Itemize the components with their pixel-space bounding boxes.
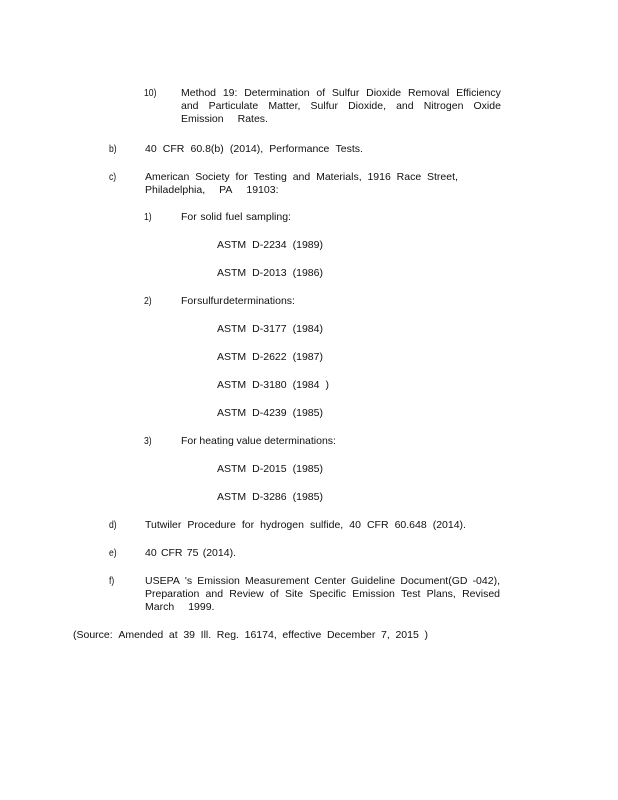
- standard-item: [217, 491, 323, 504]
- word: PA: [219, 184, 233, 196]
- word: 1999.: [188, 601, 215, 613]
- word: (2014),: [229, 143, 264, 155]
- word: D-3177: [252, 323, 287, 335]
- word: Efficiency: [456, 87, 501, 99]
- word: Ill.: [200, 629, 212, 641]
- word: Specific: [309, 588, 347, 600]
- word: Review: [229, 588, 264, 600]
- word: For: [181, 211, 197, 223]
- word: Particulate: [208, 100, 259, 112]
- word: Emission: [352, 588, 395, 600]
- word: 60.648: [394, 519, 427, 531]
- word: 40: [145, 143, 157, 155]
- sub-1-label: 1): [144, 211, 152, 223]
- word: 2015: [395, 629, 419, 641]
- word: determinations:: [223, 295, 295, 307]
- word: 75: [186, 547, 199, 559]
- word: Emission: [181, 113, 224, 125]
- word: Philadelphia,: [145, 184, 206, 196]
- item-f-text: [145, 575, 500, 614]
- word: 's: [184, 575, 193, 587]
- item-10-text: [181, 87, 501, 126]
- item-b-label: b): [109, 143, 117, 155]
- word: sulfur: [197, 295, 223, 307]
- word: ASTM: [217, 323, 247, 335]
- word: (1986): [292, 267, 323, 279]
- word: Race: [396, 171, 422, 183]
- word: 1916: [367, 171, 391, 183]
- word: and: [396, 100, 414, 112]
- word: heating: [199, 435, 234, 447]
- item-f-line: [145, 575, 500, 588]
- word: (1985): [292, 463, 323, 475]
- item-c-label: c): [109, 171, 117, 183]
- word: (2014).: [202, 547, 236, 559]
- word: Testing: [253, 171, 287, 183]
- item-d-text: [145, 519, 466, 532]
- word: CFR: [160, 547, 183, 559]
- item-10-line: [181, 100, 501, 113]
- word: Measurement: [244, 575, 310, 587]
- word: 39: [183, 629, 196, 641]
- word: Dioxide,: [348, 100, 386, 112]
- word: and: [292, 171, 311, 183]
- word: ASTM: [217, 267, 247, 279]
- word: ): [424, 629, 428, 641]
- word: Reg.: [216, 629, 239, 641]
- source-note: [73, 629, 428, 642]
- word: ASTM: [217, 463, 247, 475]
- word: For: [181, 435, 197, 447]
- word: American: [145, 171, 190, 183]
- word: Preparation: [145, 588, 200, 600]
- word: effective: [282, 629, 322, 641]
- word: ASTM: [217, 491, 247, 503]
- word: Determination: [244, 87, 310, 99]
- word: 40: [145, 547, 157, 559]
- word: value: [236, 435, 262, 447]
- item-d-line: [145, 519, 466, 532]
- item-c-line: [145, 171, 458, 184]
- sub-3-label: 3): [144, 435, 152, 447]
- word: (1984: [292, 379, 320, 391]
- word: determinations:: [264, 435, 336, 447]
- item-10-line: [181, 87, 501, 100]
- word: sampling:: [246, 211, 291, 223]
- word: ASTM: [217, 407, 247, 419]
- sub-3-line: [181, 435, 336, 448]
- word: D-4239: [252, 407, 287, 419]
- word: Sulfur: [331, 87, 360, 99]
- word: Test: [401, 588, 421, 600]
- word: Document(GD: [400, 575, 468, 587]
- word: ): [325, 379, 329, 391]
- word: December: [326, 629, 376, 641]
- word: of: [269, 588, 279, 600]
- word: D-2234: [252, 239, 287, 251]
- item-c-line: [145, 184, 458, 197]
- word: D-2015: [252, 463, 287, 475]
- word: D-2622: [252, 351, 287, 363]
- word: and: [205, 588, 224, 600]
- item-d-label: d): [109, 519, 117, 531]
- word: 16174,: [244, 629, 277, 641]
- item-b-text: [145, 143, 363, 156]
- word: and: [181, 100, 199, 112]
- word: Dioxide: [366, 87, 402, 99]
- word: USEPA: [145, 575, 180, 587]
- item-f-line: [145, 601, 500, 614]
- item-b-line: [145, 143, 363, 156]
- item-c-text: [145, 171, 458, 197]
- standard-item: [217, 463, 323, 476]
- word: for: [235, 171, 248, 183]
- word: at: [168, 629, 178, 641]
- word: (1985): [292, 491, 323, 503]
- word: Oxide: [473, 100, 501, 112]
- sub-1-line: [181, 211, 291, 224]
- word: Sulfur: [310, 100, 338, 112]
- word: Removal: [407, 87, 450, 99]
- item-f-line: [145, 588, 500, 601]
- word: Revised: [462, 588, 500, 600]
- word: Guideline: [350, 575, 396, 587]
- word: March: [145, 601, 175, 613]
- sub-2-line: [181, 295, 295, 308]
- word: (2014).: [432, 519, 466, 531]
- word: Method: [181, 87, 217, 99]
- item-e-label: e): [109, 547, 117, 559]
- word: 19103:: [246, 184, 279, 196]
- word: ASTM: [217, 239, 247, 251]
- item-10-line: [181, 113, 501, 126]
- word: Site: [284, 588, 304, 600]
- standard-item: [217, 323, 323, 336]
- word: (1985): [292, 407, 323, 419]
- word: D-3286: [252, 491, 287, 503]
- word: (1984): [292, 323, 323, 335]
- word: Performance: [269, 143, 330, 155]
- standard-item: [217, 267, 323, 280]
- sub-2-text: [181, 295, 295, 308]
- item-f-label: f): [109, 575, 115, 587]
- word: Emission: [197, 575, 240, 587]
- sub-2-label: 2): [144, 295, 152, 307]
- word: ASTM: [217, 351, 247, 363]
- word: -042),: [472, 575, 500, 587]
- word: Society: [195, 171, 230, 183]
- word: Amended: [118, 629, 164, 641]
- item-e-line: [145, 547, 236, 560]
- word: Materials,: [316, 171, 362, 183]
- word: For: [181, 295, 197, 307]
- word: Tutwiler: [145, 519, 182, 531]
- sub-3-text: [181, 435, 336, 448]
- word: Plans,: [426, 588, 456, 600]
- word: (1987): [292, 351, 323, 363]
- standard-item: [217, 351, 323, 364]
- word: D-3180: [252, 379, 287, 391]
- word: CFR: [162, 143, 185, 155]
- word: of: [316, 87, 326, 99]
- standard-item: [217, 379, 329, 392]
- word: CFR: [366, 519, 389, 531]
- word: (1989): [292, 239, 323, 251]
- item-10-label: 10): [144, 87, 157, 99]
- word: 19:: [222, 87, 238, 99]
- word: Center: [314, 575, 346, 587]
- word: Rates.: [237, 113, 268, 125]
- sub-1-text: [181, 211, 291, 224]
- word: Procedure: [187, 519, 236, 531]
- word: sulfide,: [309, 519, 344, 531]
- standard-item: [217, 239, 323, 252]
- standard-item: [217, 407, 323, 420]
- word: Tests.: [335, 143, 363, 155]
- word: Matter,: [268, 100, 301, 112]
- word: Nitrogen: [423, 100, 464, 112]
- word: hydrogen: [260, 519, 304, 531]
- word: 7,: [381, 629, 390, 641]
- word: Street,: [427, 171, 458, 183]
- word: for: [241, 519, 255, 531]
- word: D-2013: [252, 267, 287, 279]
- word: fuel: [225, 211, 243, 223]
- word: ASTM: [217, 379, 247, 391]
- word: 40: [349, 519, 361, 531]
- word: solid: [200, 211, 222, 223]
- word: 60.8(b): [190, 143, 224, 155]
- item-e-text: [145, 547, 236, 560]
- word: (Source:: [73, 629, 113, 641]
- source-line: [73, 629, 428, 642]
